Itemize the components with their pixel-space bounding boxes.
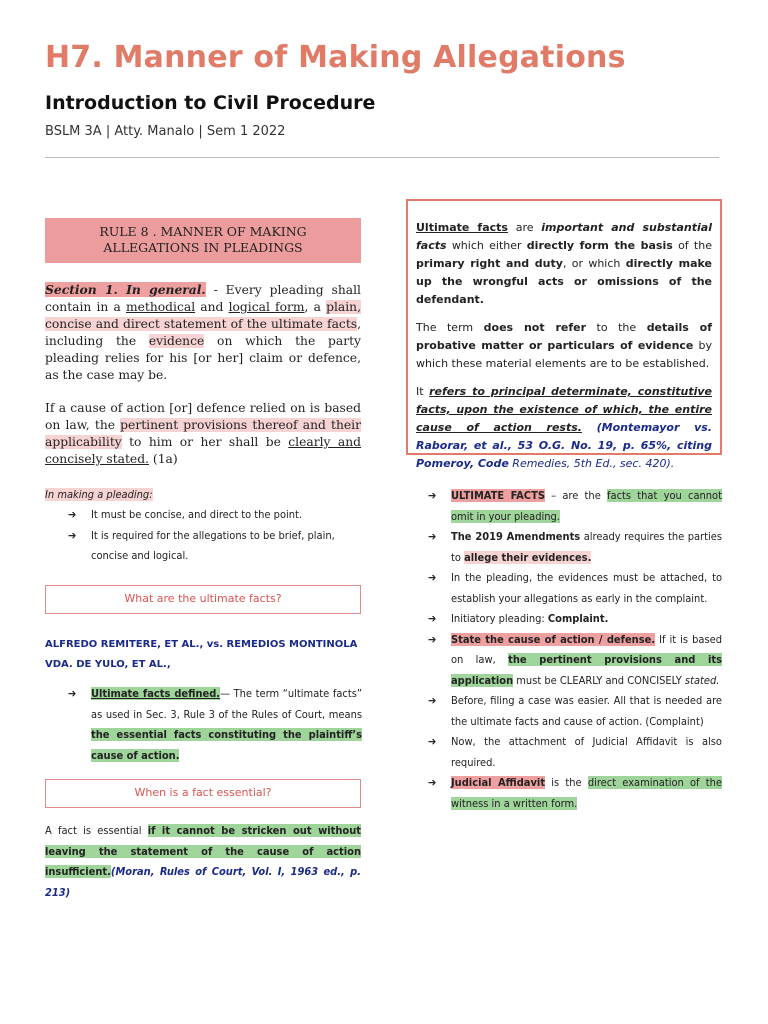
text-run: If a cause of action [or] defence relied on is based on law, the	[45, 401, 361, 432]
making-pleading-list	[68, 505, 362, 567]
text-run: details of probative matter or particulars of evidence	[416, 321, 712, 352]
arrow-icon: ➔	[428, 571, 437, 584]
list-item	[428, 732, 722, 773]
list-item	[428, 691, 722, 732]
text-run: which either	[446, 239, 527, 252]
arrow-icon: ➔	[68, 687, 77, 700]
text-run: If it is based on law,	[451, 632, 722, 666]
list-item	[428, 609, 722, 630]
essential-paragraph	[45, 821, 361, 903]
text-run: direct examination of the witness in a written form.	[451, 776, 722, 810]
arrow-icon: ➔	[428, 776, 437, 789]
list-item	[428, 773, 722, 814]
text-run: methodical	[125, 300, 196, 314]
text-run: directly make up the wrongful acts or omissions of the defendant.	[416, 257, 712, 306]
question-box-ultimate-facts: What are the ultimate facts?	[45, 585, 361, 614]
text-run: facts that you cannot omit in your pleading.	[451, 489, 722, 523]
ultimate-def-list	[68, 684, 362, 766]
list-item	[68, 505, 362, 526]
text-run: the essential facts constituting the plaintiff’s cause of action.	[91, 728, 362, 762]
text-run: does not refer	[483, 321, 586, 334]
text-run: In the pleading, the evidences must be attached, to establish your allegations as early in the complaint.	[451, 571, 722, 605]
notes-list	[428, 486, 722, 814]
list-item	[428, 486, 722, 527]
header-divider	[45, 157, 719, 158]
definition-paragraph	[416, 219, 712, 309]
text-run: allege their evidences.	[464, 550, 592, 564]
text-run: logical form	[228, 300, 305, 314]
case-title: ALFREDO REMITERE, ET AL., vs. REMEDIOS MONTINOLA VDA. DE YULO, ET AL.,	[45, 639, 358, 670]
text-run: The term	[416, 321, 484, 334]
arrow-icon: ➔	[428, 489, 437, 502]
text-run: primary right and duty	[416, 257, 563, 270]
course-meta: BSLM 3A | Atty. Manalo | Sem 1 2022	[45, 124, 286, 139]
highlight-plain-statement: plain, concise and direct statement of the ultimate facts	[45, 300, 361, 331]
section1-paragraph2	[45, 400, 361, 468]
page-subtitle: Introduction to Civil Procedure	[45, 92, 376, 114]
text-run: Ultimate facts	[416, 221, 508, 234]
text-run: , or which	[562, 257, 626, 270]
text-run: ULTIMATE FACTS	[451, 489, 545, 502]
text-run: already requires the parties to	[451, 530, 722, 564]
text-run: — The term “ultimate facts” as used in Sec. 3, Rule 3 of the Rules of Court, means	[91, 687, 363, 721]
text-run: , a	[304, 300, 327, 314]
text-run: Now, the attachment of Judicial Affidavit is also required.	[451, 735, 722, 769]
section1-heading: Section 1. In general.	[45, 282, 206, 297]
list-item	[428, 527, 722, 568]
making-pleading-label	[45, 485, 153, 506]
text-run: It	[416, 385, 430, 398]
text-run: stated.	[684, 673, 720, 687]
text-run: must be CLEARLY and CONCISELY	[513, 673, 685, 687]
arrow-icon: ➔	[428, 612, 437, 625]
citation: Remedies, 5th Ed., sec. 420).	[508, 457, 675, 470]
rule8-line2: ALLEGATIONS IN PLEADINGS	[103, 240, 303, 255]
text-run: directly form the basis	[526, 239, 673, 252]
citation: (Moran, Rules of Court, Vol. I, 1963 ed., p. 213)	[45, 865, 361, 899]
text-run: (1a)	[149, 452, 178, 466]
text-run: of the	[672, 239, 712, 252]
text-run: and	[195, 300, 229, 314]
text-run: refers to principal determinate, constitutive facts, upon the existence of which, the entire cause of action rests.	[416, 385, 712, 434]
definition-paragraph	[416, 319, 712, 373]
highlight-evidence: evidence	[148, 334, 205, 348]
arrow-icon: ➔	[428, 632, 437, 646]
list-item	[68, 684, 362, 766]
highlight-pertinent: pertinent provisions thereof and their applicability	[45, 418, 361, 449]
text-run: It is required for the allegations to be brief, plain, concise and logical.	[91, 528, 335, 562]
arrow-icon: ➔	[428, 694, 437, 707]
citation: (Montemayor vs. Raborar, et al., 53 O.G. No. 19, p. 65%, citing Pomeroy, Code	[416, 421, 712, 470]
page-title: H7. Manner of Making Allegations	[45, 40, 626, 75]
question-box-essential: When is a fact essential?	[45, 779, 361, 808]
text-run: by which these material elements are to be established.	[416, 339, 712, 370]
text-run: if it cannot be stricken out without leaving the statement of the cause of action insufficient.	[45, 824, 361, 878]
text-run: , including the	[45, 317, 361, 348]
text-run: is the	[545, 776, 588, 789]
rule8-heading-box	[45, 218, 361, 263]
arrow-icon: ➔	[68, 508, 77, 521]
list-item	[428, 568, 722, 609]
list-item	[428, 630, 722, 692]
ultimate-facts-definition-box	[406, 199, 722, 470]
section1-paragraph	[45, 281, 361, 384]
text-run: important and substantial facts	[416, 221, 712, 252]
definition-paragraph	[416, 383, 712, 473]
text-run: the pertinent provisions and its application	[451, 653, 722, 687]
text-run: Before, filing a case was easier. All that is needed are the ultimate facts and cause of action. (Complaint)	[451, 694, 722, 728]
text-run: are	[507, 221, 542, 234]
text-run: In making a pleading:	[45, 488, 153, 501]
text-run: State the cause of action / defense.	[451, 632, 656, 646]
list-item	[68, 526, 362, 567]
text-run: Initiatory pleading:	[451, 612, 548, 625]
arrow-icon: ➔	[68, 528, 77, 542]
text-run: Judicial Affidavit	[451, 776, 546, 789]
text-run: on which the party pleading relies for his [or her] claim or defence, as the case may be.	[45, 334, 361, 382]
text-run: to the	[586, 321, 647, 334]
arrow-icon: ➔	[428, 530, 437, 543]
text-run: – are the	[544, 489, 608, 502]
arrow-icon: ➔	[428, 735, 437, 748]
text-run: Ultimate facts defined.	[91, 687, 221, 700]
rule8-line1: RULE 8 . MANNER OF MAKING	[99, 224, 307, 239]
text-run: The 2019 Amendments	[451, 530, 581, 543]
text-run: Complaint.	[547, 612, 609, 625]
text-run: clearly and concisely stated.	[45, 435, 362, 466]
text-run: A fact is essential	[45, 824, 148, 837]
text-run: - Every pleading shall contain in a	[45, 283, 361, 314]
text-run: It must be concise, and direct to the point.	[91, 508, 303, 521]
text-run: to him or her shall be	[121, 435, 289, 449]
